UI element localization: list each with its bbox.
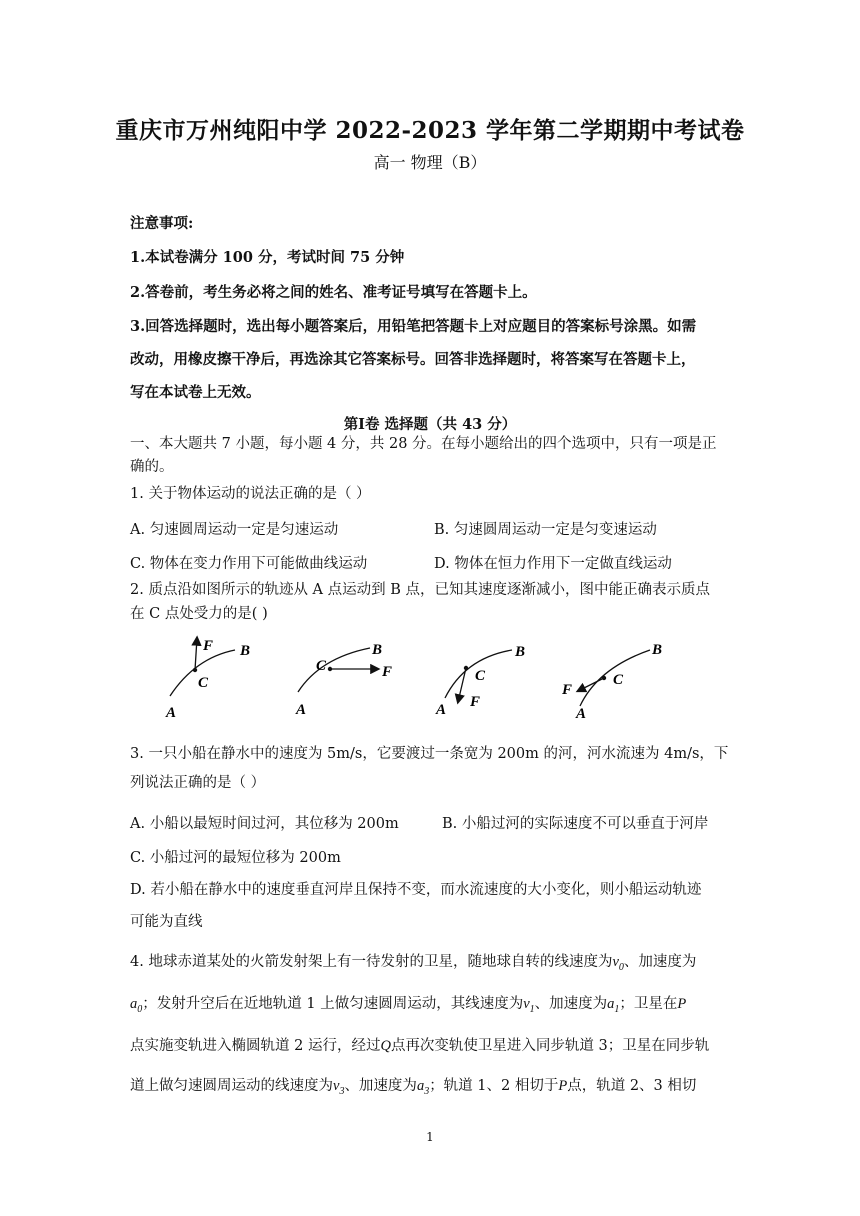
label-C: C xyxy=(198,675,209,691)
q3-stem-line-2: 列说法正确的是（ ） xyxy=(130,775,266,791)
exam-title: 重庆市万州纯阳中学 2022-2023 学年第二学期期中考试卷 xyxy=(115,117,745,144)
label-C: C xyxy=(316,658,327,674)
q4-text: 点，轨道 2、3 相切 xyxy=(567,1078,697,1094)
symbol-a0 xyxy=(130,996,143,1015)
symbol-v1 xyxy=(523,996,535,1015)
q4-line-3 xyxy=(130,1036,745,1056)
section-1-intro-line-1: 一、本大题共 7 小题，每小题 4 分，共 28 分。在每小题给出的四个选项中，只有一项是正 xyxy=(130,436,717,452)
notice-heading: 注意事项: xyxy=(130,215,194,232)
q1-option-a: A. 匀速圆周运动一定是匀速运动 xyxy=(130,522,339,538)
symbol-v: v xyxy=(333,1078,340,1094)
subscript: 1 xyxy=(614,1003,620,1015)
notice-item-2: 2.答卷前，考生务必将之间的姓名、准考证号填写在答题卡上。 xyxy=(130,284,537,301)
section-1-title: 第Ⅰ卷 选择题（共 43 分） xyxy=(343,416,517,433)
subscript: 3 xyxy=(424,1085,430,1097)
subscript: 3 xyxy=(339,1085,345,1097)
label-C: C xyxy=(475,668,486,684)
label-F: F xyxy=(470,694,481,710)
symbol-a: a xyxy=(607,996,615,1012)
label-F: F xyxy=(562,682,573,698)
label-A: A xyxy=(436,702,447,718)
symbol-v: v xyxy=(523,996,530,1012)
symbol-v: v xyxy=(612,954,619,970)
diagram-option-2 xyxy=(295,642,392,718)
q4-text: 、加速度为 xyxy=(344,1078,417,1094)
label-A: A xyxy=(296,702,307,718)
q1-option-c: C. 物体在变力作用下可能做曲线运动 xyxy=(130,556,368,572)
notice-item-3-line-2: 改动，用橡皮擦干净后，再选涂其它答案标号。回答非选择题时，将答案写在答题卡上， xyxy=(130,351,696,368)
q3-option-a: A. 小船以最短时间过河，其位移为 200m xyxy=(130,816,399,832)
q3-option-b: B. 小船过河的实际速度不可以垂直于河岸 xyxy=(442,816,709,832)
q3-option-d-line-1: D. 若小船在静水中的速度垂直河岸且保持不变，而水流速度的大小变化，则小船运动轨迹 xyxy=(130,882,702,898)
symbol-a3 xyxy=(416,1078,430,1097)
notice-item-3-line-1: 3.回答选择题时，选出每小题答案后，用铅笔把答题卡上对应题目的答案标号涂黑。如需 xyxy=(130,318,697,335)
subscript: 1 xyxy=(529,1003,535,1015)
q3-option-d-line-2: 可能为直线 xyxy=(130,914,203,930)
q1-option-b: B. 匀速圆周运动一定是匀变速运动 xyxy=(434,522,657,538)
symbol-P: P xyxy=(677,996,687,1012)
label-B: B xyxy=(240,643,251,659)
symbol-v3 xyxy=(333,1078,345,1097)
q4-text: ；卫星在 xyxy=(619,996,678,1012)
symbol-v0 xyxy=(612,954,624,973)
label-B: B xyxy=(515,644,526,660)
q3-option-c: C. 小船过河的最短位移为 200m xyxy=(130,850,341,866)
label-F: F xyxy=(382,664,393,680)
page-number: 1 xyxy=(426,1130,434,1144)
q4-line-2 xyxy=(130,994,745,1020)
q3-stem-line-1: 3. 一只小船在静水中的速度为 5m/s，它要渡过一条宽为 200m 的河，河水流速为 4m/s，下 xyxy=(130,746,729,762)
symbol-P: P xyxy=(558,1078,568,1094)
label-A: A xyxy=(166,705,177,721)
label-B: B xyxy=(372,642,383,658)
symbol-a1 xyxy=(607,996,620,1015)
subscript: 0 xyxy=(137,1003,143,1015)
diagram-option-4 xyxy=(561,642,662,722)
symbol-Q: Q xyxy=(380,1038,391,1054)
notice-item-3-line-3: 写在本试卷上无效。 xyxy=(130,384,261,401)
q4-line-4 xyxy=(130,1076,745,1102)
q4-text: 4. 地球赤道某处的火箭发射架上有一待发射的卫星，随地球自转的线速度为 xyxy=(130,954,613,970)
q4-text: 点再次变轨使卫星进入同步轨道 3；卫星在同步轨 xyxy=(390,1038,710,1054)
subscript: 0 xyxy=(618,961,624,973)
q2-stem-line-2: 在 C 点处受力的是( ) xyxy=(130,606,268,622)
q4-text: 点实施变轨进入椭圆轨道 2 运行，经过 xyxy=(130,1038,381,1054)
exam-subtitle: 高一 物理（B） xyxy=(373,153,487,172)
q4-line-1 xyxy=(130,952,745,978)
symbol-a: a xyxy=(130,996,138,1012)
label-A: A xyxy=(576,706,587,722)
q1-stem: 1. 关于物体运动的说法正确的是（ ） xyxy=(130,486,371,502)
symbol-a: a xyxy=(416,1078,425,1094)
q4-text: 、加速度为 xyxy=(623,954,697,970)
label-B: B xyxy=(652,642,663,658)
label-F: F xyxy=(203,638,214,654)
q4-text: 道上做匀速圆周运动的线速度为 xyxy=(130,1078,333,1094)
section-1-intro-line-2: 确的。 xyxy=(130,459,174,475)
diagram-option-3 xyxy=(435,644,525,718)
diagram-option-1 xyxy=(165,638,250,721)
label-C: C xyxy=(613,672,624,688)
q1-option-d: D. 物体在恒力作用下一定做直线运动 xyxy=(434,556,672,572)
q4-text: ；轨道 1、2 相切于 xyxy=(429,1078,559,1094)
q4-text: 、加速度为 xyxy=(534,996,608,1012)
notice-item-1: 1.本试卷满分 100 分，考试时间 75 分钟 xyxy=(130,249,405,266)
q2-force-diagrams xyxy=(150,628,710,724)
q2-stem-line-1: 2. 质点沿如图所示的轨迹从 A 点运动到 B 点，已知其速度逐渐减小，图中能正确表示质点 xyxy=(130,582,711,598)
q4-text: ；发射升空后在近地轨道 1 上做匀速圆周运动，其线速度为 xyxy=(142,996,524,1012)
